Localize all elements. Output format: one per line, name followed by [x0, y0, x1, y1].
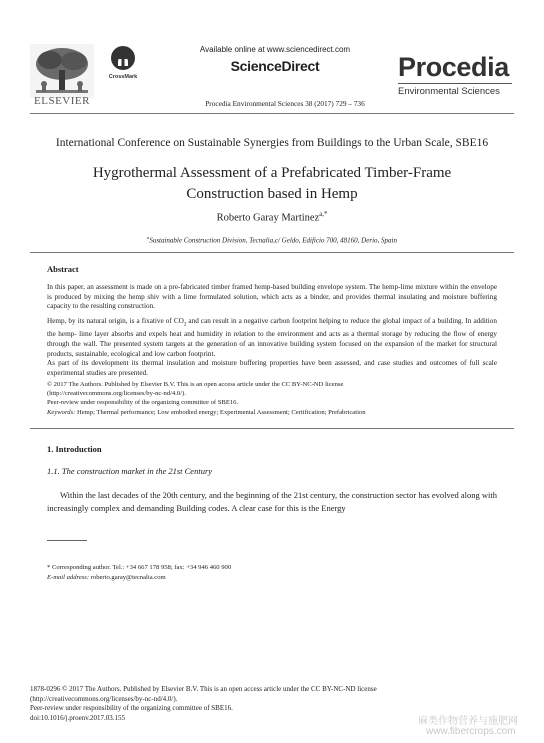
abstract-top-rule	[30, 252, 514, 253]
available-online[interactable]: Available online at www.sciencedirect.com	[199, 45, 351, 54]
elsevier-wordmark: ELSEVIER	[34, 95, 90, 107]
affiliation-text: Sustainable Construction Division, Tecnalia,c/ Geldo, Edificio 700, 48160, Derio, Spain	[149, 236, 397, 245]
abstract-copyright	[47, 380, 497, 417]
watermark-url: www.fibercrops.com	[426, 726, 516, 737]
journal-citation: Procedia Environmental Sciences 38 (2017) 729 – 736	[205, 99, 365, 108]
elsevier-tree-logo	[30, 44, 94, 98]
footer-peer-review: Peer-review under responsibility of the organizing committee of SBE16.	[30, 704, 233, 712]
title-line-1: Hygrothermal Assessment of a Prefabricated Timber-Frame	[92, 165, 452, 181]
author	[30, 211, 514, 224]
procedia-logo: Procedia	[398, 52, 509, 82]
author-name: Roberto Garay Martinez	[216, 212, 320, 224]
peer-review-line: Peer-review under responsibility of the organizing committee of SBE16.	[47, 399, 239, 407]
abstract-p2-pre: Hemp, by its natural origin, is a fixative of CO	[47, 317, 184, 325]
title-line-2: Construction based in Hemp	[186, 186, 358, 202]
header-rule	[30, 113, 514, 114]
author-email	[47, 573, 497, 583]
sciencedirect-logo: ScienceDirect	[230, 58, 320, 74]
author-superscript: a,*	[319, 211, 328, 218]
abstract-paragraph-2	[47, 317, 497, 359]
abstract-paragraph-3: As part of its development its thermal insulation and moisture buffering properties have been assessed, and case studies and outcomes of full scale experimental studies are presented.	[47, 359, 497, 377]
crossmark-icon[interactable]	[108, 44, 138, 76]
affiliation	[30, 235, 514, 244]
abstract-p2-post: and can result in a negative carbon footprint helping to reduce the global impact of a building. In addition the hemp- lime layer absorbs and expels heat and humidity in relation to the environment and acts as a thermal storage by reducing the flow of energy through the wall. The presented system targets at the generation of an innovative building system focused on the expansion of the market for structural products, sustainable, ecological and low carbon footprint.	[47, 317, 497, 358]
footnote-rule	[47, 540, 87, 541]
section-heading-introduction: 1. Introduction	[47, 444, 102, 454]
watermark-chinese: 麻类作物营养与施肥网	[418, 716, 518, 727]
intro-paragraph: Within the last decades of the 20th century, and the beginning of the 21st century, the construction sector has evolved along with increasingly complex and demanding Building codes. A clear case for this is the Energy	[47, 490, 497, 513]
procedia-subtitle: Environmental Sciences	[398, 86, 500, 97]
copyright-line: © 2017 The Authors. Published by Elsevier B.V. This is an open access article under the CC BY-NC-ND license	[47, 381, 344, 388]
conference-name: International Conference on Sustainable Synergies from Buildings to the Urban Scale, SBE16	[55, 137, 489, 149]
footer-issn-line: 1878-0296 © 2017 The Authors. Published by Elsevier B.V. This is an open access article under the CC BY-NC-ND license	[30, 685, 377, 693]
abstract-p2-subscript: 2	[183, 322, 187, 328]
email-label: E-mail address:	[47, 574, 90, 581]
procedia-divider	[398, 83, 512, 84]
subsection-heading: 1.1. The construction market in the 21st Century	[47, 466, 213, 476]
footer-doi[interactable]: doi:10.1016/j.proenv.2017.03.155	[30, 713, 126, 722]
abstract-bottom-rule	[30, 428, 514, 429]
crossmark-label: CrossMark	[108, 74, 138, 80]
abstract-heading: Abstract	[47, 264, 79, 274]
email-link[interactable]: roberto.garay@tecnalia.com	[90, 574, 166, 581]
affiliation-superscript: a	[147, 235, 150, 240]
corresponding-author: * Corresponding author. Tel.: +34 667 178 958; fax: +34 946 460 900	[47, 564, 232, 571]
footer-license-link[interactable]: (http://creativecommons.org/licenses/by-nc-nd/4.0/).	[30, 694, 178, 703]
keywords-label: Keywords:	[47, 408, 76, 416]
abstract-paragraph-1: In this paper, an assessment is made on a pre-fabricated timber framed hemp-based building envelope system. The hemp-lime mixture within the envelope is produced by mixing the hemp shiv with a lime formulated solution, which acts as a binder, and provides thermal insulating and moisture buffering capacity to the resulting construction.	[47, 283, 497, 311]
paper-title	[30, 163, 514, 205]
keywords-list: Hemp; Thermal performance; Low embodied energy; Experimental Assessment; Certification; Prefabrication	[76, 408, 366, 416]
license-link[interactable]: (http://creativecommons.org/licenses/by-nc-nd/4.0/).	[47, 390, 186, 398]
